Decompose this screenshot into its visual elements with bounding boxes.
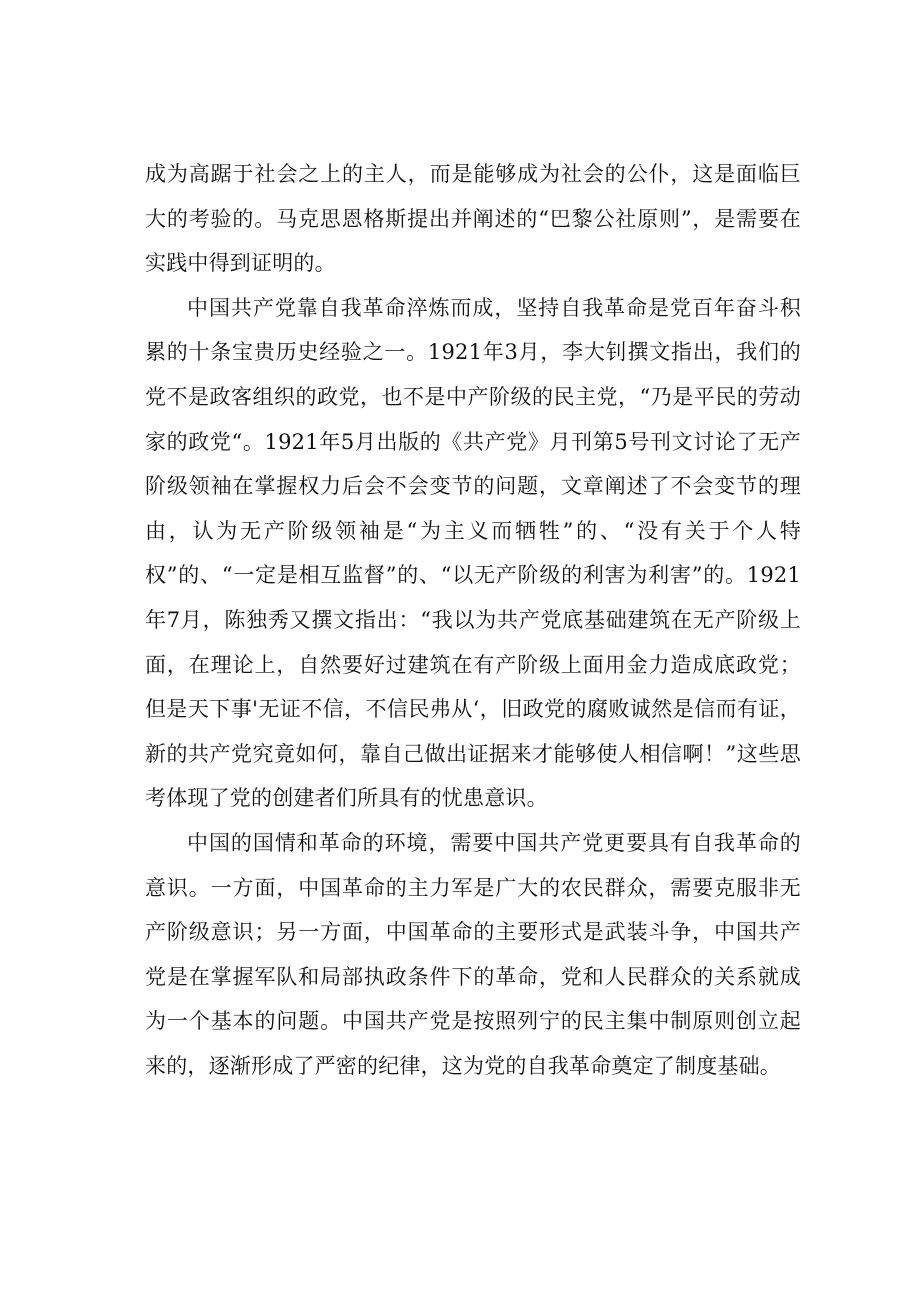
paragraph-continuation: 成为高踞于社会之上的主人，而是能够成为社会的公仆，这是面临巨大的考验的。马克思恩格斯提出并阐述的“巴黎公社原则”，是需要在实践中得到证明的。 bbox=[145, 162, 801, 276]
body-text bbox=[145, 152, 801, 1088]
paragraph-national-conditions: 中国的国情和革命的环境，需要中国共产党更要具有自我革命的意识。一方面，中国革命的主力军是广大的农民群众，需要克服非无产阶级意识；另一方面，中国革命的主要形式是武装斗争，中国共产党是在掌握军队和局部执政条件下的革命，党和人民群众的关系就成为一个基本的问题。中国共产党是按照列宁的民主集中制原则创立起来的，逐渐形成了严密的纪律，这为党的自我革命奠定了制度基础。 bbox=[145, 830, 801, 1078]
paragraph-self-revolution-history: 中国共产党靠自我革命淬炼而成，坚持自我革命是党百年奋斗积累的十条宝贵历史经验之一。1921年3月，李大钊撰文指出，我们的党不是政客组织的政党，也不是中产阶级的民主党，“乃是平民的劳动家的政党“。1921年5月出版的《共产党》月刊第5号刊文讨论了无产阶级领袖在掌握权力后会不会变节的问题，文章阐述了不会变节的理由，认为无产阶级领袖是“为主义而牺牲”的、“没有关于个人特权”的、“一定是相互监督”的、“以无产阶级的利害为利害”的。1921年7月，陈独秀又撰文指出：“我以为共产党底基础建筑在无产阶级上面，在理论上，自然要好过建筑在有产阶级上面用金力造成底政党；但是天下事'无证不信，不信民弗从‘，旧政党的腐败诚然是信而有证，新的共产党究竟如何，靠自己做出证据来才能够使人相信啊！”这些思考体现了党的创建者们所具有的忧患意识。 bbox=[145, 295, 801, 811]
